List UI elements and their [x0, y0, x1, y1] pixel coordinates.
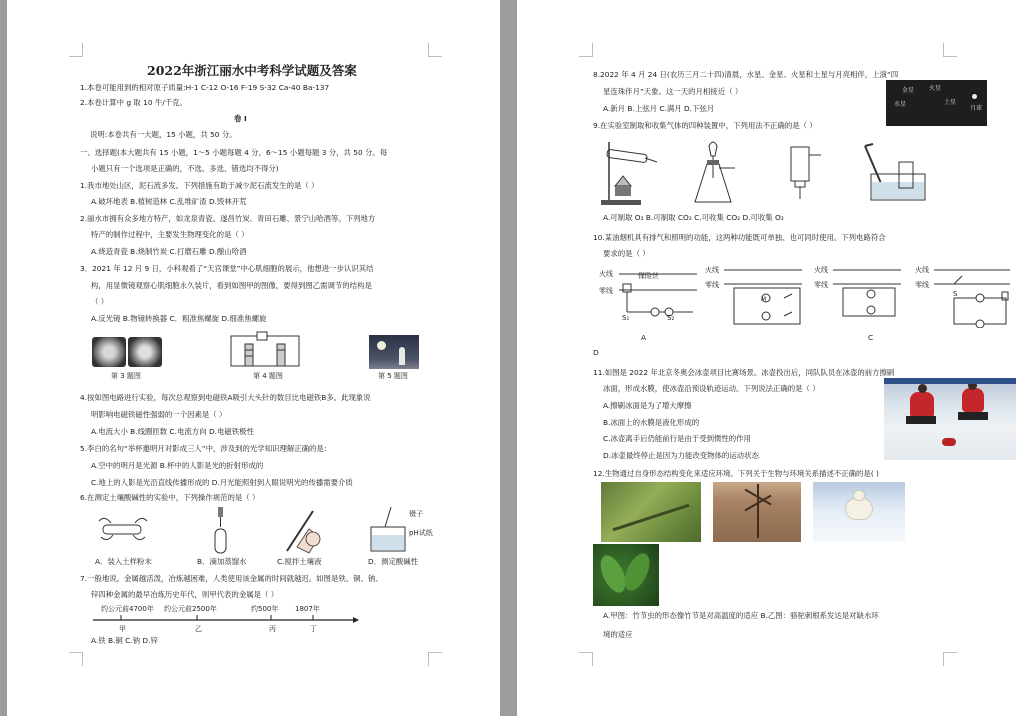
text-line: 1.本卷可能用到的相对原子质量:H-1 C-12 O-16 F-19 S-32 Ca-40 Ba-137 [80, 83, 330, 92]
options-1: A.破坏地表 B.植树造林 C.乱堆矿渣 D.毁林开荒 [91, 197, 247, 206]
circuit-option-c-left [831, 268, 903, 318]
planet-label: 火星 [929, 85, 942, 92]
circuit-live-label: 火线 [705, 266, 719, 274]
text-line: 锌四种金属的最早冶炼历史年代，则甲代表的金属是（ ） [91, 590, 279, 599]
text-line: 构，用显微镜观察心肌细胞永久装片，看到如图甲的图像，要得到图乙需调节的结构是 [91, 281, 372, 290]
stick-insect-photo [601, 482, 701, 542]
text-line: 星连珠伴月”天象。这一天的月相接近（ ） [603, 87, 743, 96]
document-page-1 [7, 0, 500, 716]
timeline-date: 约公元前4700年 [101, 605, 154, 613]
question-6: 6.在测定土壤酸碱性的实验中，下列操作规范的是（ ） [80, 493, 260, 502]
circuit-neutral-label: 零线 [705, 281, 719, 289]
text-line: 明影响电磁铁磁性强弱的一个因素是（ ） [91, 410, 227, 419]
question-11: 11.如图是 2022 年北京冬奥会冰壶项目比赛场景。冰壶投出后，同队队员在冰壶的前方擦刷 [593, 368, 895, 377]
inverted-bottle-figure [783, 145, 823, 201]
figure-caption: 第 5 题图 [378, 372, 408, 380]
circuit-option-label: A [641, 333, 647, 342]
ph-paper-label: pH试纸 [409, 529, 433, 537]
option-6c: C.搅拌土壤液 [277, 557, 322, 566]
figure-caption: 第 3 题图 [111, 372, 141, 380]
options-7: A.铁 B.铜 C.钠 D.锌 [91, 636, 158, 645]
text-line: 特产的制作过程中，主要发生物理变化的是（ ） [91, 230, 249, 239]
question-10: 10.某油烟机具有排气和照明的功能，这两种功能既可单独、也可同时使用。下列电路符合 [593, 233, 886, 242]
microscope-image-b [128, 337, 162, 367]
test-tube-horizontal-figure [95, 513, 150, 545]
circuit-option-label: C [868, 333, 874, 342]
dropper-tube-figure [207, 505, 237, 555]
tweezers-label: 镊子 [409, 510, 423, 518]
electromagnet-circuit-diagram [227, 330, 305, 372]
crop-mark [428, 43, 442, 57]
options-3: A.反光镜 B.物镜转换器 C．粗准焦螺旋 D.细准焦螺旋 [91, 314, 267, 323]
planet-label: 土星 [944, 99, 957, 106]
timeline-label: 甲 [119, 625, 126, 633]
circuit-neutral-label: 零线 [599, 287, 613, 295]
option-11c: C.冰壶离手后仍能前行是由于受到惯性的作用 [603, 434, 751, 443]
options-4: A.电流大小 B.线圈匝数 C.电流方向 D.电磁铁极性 [91, 427, 254, 436]
crop-mark [579, 43, 593, 57]
options-2: A.烧造青瓷 B.烧制竹炭 C.打磨石雕 D.酿山哈酒 [91, 247, 247, 256]
motor-symbol: M [761, 296, 767, 303]
answer-d: D [593, 348, 599, 357]
planet-label: 月球 [970, 105, 983, 112]
switch-label: S₁ [622, 314, 630, 322]
text-line: 一、选择题(本大题共有 15 小题，1～5 小题每题 4 分，6～15 小题每题 3 分，共 50 分。每 [80, 148, 388, 157]
crop-mark [69, 43, 83, 57]
text-line: （ ） [91, 297, 109, 306]
circuit-option-d [932, 268, 1012, 328]
timeline-label: 丁 [310, 625, 317, 633]
question-8: 8.2022 年 4 月 24 日(农历三月二十四)清晨，水星、金星、火星和土星与月亮相伴，上演“四 [593, 70, 899, 79]
water-trough-figure [863, 142, 933, 204]
timeline-label: 丙 [269, 625, 276, 633]
text-line: 2.本卷计算中 g 取 10 牛/千克。 [80, 98, 187, 107]
option-11b: B.冰面上的水膜是液化形成的 [603, 418, 700, 427]
timeline-label: 乙 [195, 625, 202, 633]
polar-bear-photo [813, 482, 905, 542]
crop-mark [943, 43, 957, 57]
option-6d: D．测定酸碱性 [368, 557, 419, 566]
planets-image [886, 80, 987, 126]
flask-apparatus-figure [687, 138, 739, 208]
history-timeline [91, 614, 361, 626]
question-12: 12.生物通过自身形态结构变化来适应环境。下列关于生物与环境关系描述不正确的是( ) [593, 469, 879, 478]
heating-apparatus-figure [599, 138, 661, 208]
stirring-figure [279, 507, 329, 555]
crop-mark [69, 652, 83, 666]
timeline-date: 约公元前2500年 [164, 605, 217, 613]
figure-caption: 第 4 题图 [253, 372, 283, 380]
section-heading: 卷 Ⅰ [234, 114, 247, 123]
option-6b: B．滴加蒸馏水 [197, 557, 247, 566]
option-11a: A.擦刷冰面是为了增大摩擦 [603, 401, 692, 410]
question-2: 2.丽水市拥有众多地方特产，如龙泉青瓷、遂昌竹炭、青田石雕、景宁山哈酒等。下列地方 [80, 214, 376, 223]
fuse-label: 保险丝 [638, 272, 659, 280]
question-7: 7.一般地说，金属越活泼，冶炼越困难，人类使用该金属的时间就越迟。如图是铁、铜、钠、 [80, 574, 383, 583]
planet-label: 金星 [902, 87, 915, 94]
option-11d: D.冰壶最终停止是因为力能改变物体的运动状态 [603, 451, 759, 460]
switch-label: S [953, 290, 958, 298]
question-9: 9.在实验室制取和收集气体的四种装置中，下列用法不正确的是（ ） [593, 121, 817, 130]
fern-photo [593, 544, 659, 606]
crop-mark [579, 652, 593, 666]
circuit-live-label: 火线 [814, 266, 828, 274]
text-line: 小题只有一个选项是正确的，不选、多选、错选均不得分) [91, 164, 279, 173]
question-1: 1.我市地处山区，泥石流多发。下列措施有助于减少泥石流发生的是（ ） [80, 181, 319, 190]
question-5: 5.李白的名句“举杯邀明月对影成三人”中，涉及到的光学知识理解正确的是： [80, 444, 332, 453]
option-12ab: A.甲图：竹节虫的形态像竹节是对高温度的适应 B.乙图：骆驼刺根系发达是对缺水环 [603, 611, 879, 620]
crop-mark [428, 652, 442, 666]
text-line: 冰面，形成水膜，使冰壶沿预设轨迹运动。下列说法正确的是（ ） [603, 384, 820, 393]
question-3: 3．2021 年 12 月 9 日，小科观看了“天宫课堂”中心肌细胞的展示，他想进一步认识其结 [80, 264, 374, 273]
planet-label: 水星 [894, 101, 907, 108]
moon-scene-image [369, 335, 419, 369]
switch-label: S₂ [667, 314, 675, 322]
ph-beaker-figure [367, 505, 409, 553]
timeline-date: 1807年 [295, 605, 320, 613]
timeline-date: 约500年 [251, 605, 279, 613]
curling-photo [884, 378, 1016, 460]
options-5cd: C.地上的人影是光沿直线传播形成的 D.月光能照射到人眼说明光的传播需要介质 [91, 478, 353, 487]
option-6a: A．装入土样粉末 [95, 557, 152, 566]
crop-mark [943, 652, 957, 666]
microscope-image-a [92, 337, 126, 367]
text-line: 说明:本卷共有一大题，15 小题，共 50 分。 [90, 130, 237, 139]
camelthorn-roots-photo [713, 482, 801, 542]
circuit-neutral-label: 零线 [915, 281, 929, 289]
circuit-live-label: 火线 [599, 270, 613, 278]
text-line: 要求的是（ ） [603, 249, 650, 258]
options-5ab: A.空中的明月是光源 B.杯中的人影是光的折射形成的 [91, 461, 264, 470]
circuit-live-label: 火线 [915, 266, 929, 274]
document-page-2 [517, 0, 1024, 716]
circuit-neutral-label: 零线 [814, 281, 828, 289]
question-4: 4.按如图电路进行实验，每次总观察到电磁铁A吸引大头针的数目比电磁铁B多。此现象说 [80, 393, 371, 402]
options-9: A.可制取 O₂ B.可制取 CO₂ C.可收集 CO₂ D.可收集 O₂ [603, 213, 784, 222]
text-line: 境的适应 [603, 630, 633, 639]
document-title: 2022年浙江丽水中考科学试题及答案 [147, 63, 357, 78]
options-8: A.新月 B.上弦月 C.满月 D.下弦月 [603, 104, 715, 113]
